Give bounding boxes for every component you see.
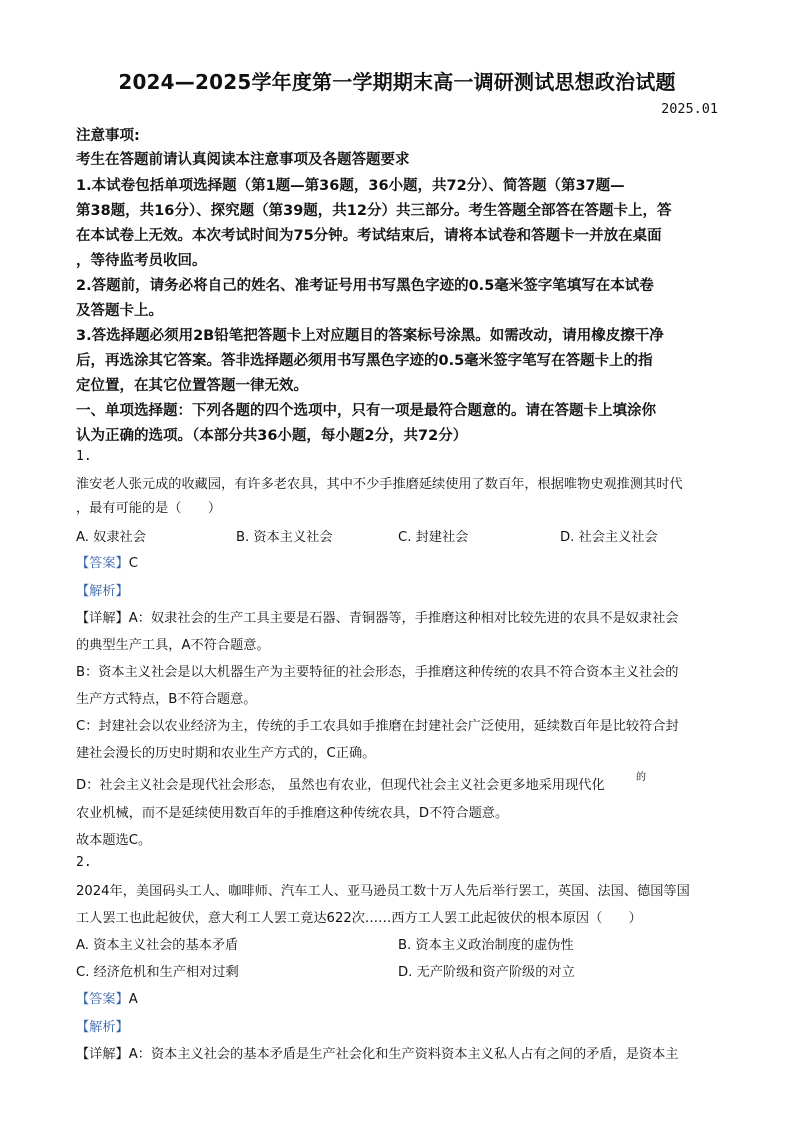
explanation-line: 农业机械，而不是延续使用数百年的手推磨这种传统农具，D不符合题意。	[76, 806, 509, 821]
explanation-line: B：资本主义社会是以大机器生产为主要特征的社会形态，手推磨这种传统的农具不符合资本主义社会的	[76, 665, 679, 680]
analysis-tag: 【解析】	[76, 584, 129, 599]
option-c: C. 经济危机和生产相对过剩	[76, 965, 239, 980]
question-stem-line: 2024年，美国码头工人、咖啡师、汽车工人、亚马逊员工数十万人先后举行罢工，英国、法国、德国等国	[76, 884, 690, 899]
page-title: 2024—2025学年度第一学期期末高一调研测试思想政治试题	[118, 70, 676, 94]
answer-line	[76, 552, 138, 571]
option-a: A. 奴隶社会	[76, 530, 146, 545]
detail-tag: 【详解】	[76, 1047, 129, 1062]
option-b: B. 资本主义社会	[236, 530, 333, 545]
explanation-text: A：奴隶社会的生产工具主要是石器、青铜器等，手推磨这种相对比较先进的农具不是奴隶社会	[128, 611, 679, 626]
question-stem-line: 淮安老人张元成的收藏园，有许多老农具，其中不少手推磨延续使用了数百年，根据唯物史观推测其时代	[76, 477, 683, 492]
explanation-line: 生产方式特点，B不符合题意。	[76, 692, 257, 707]
answer-value: A	[128, 992, 138, 1007]
notice-heading: 注意事项:	[76, 128, 140, 144]
notice-line: 定位置，在其它位置答题一律无效。	[76, 378, 308, 394]
option-c: C. 封建社会	[398, 530, 469, 545]
answer-tag: 【答案】	[76, 556, 129, 571]
explanation-line: C：封建社会以农业经济为主，传统的手工农具如手推磨在封建社会广泛使用，延续数百年是比较符合封	[76, 719, 679, 734]
notice-line: 1.本试卷包括单项选择题（第1题—第36题，36小题，共72分）、简答题（第37题—	[76, 178, 625, 194]
explanation-line: 故本题选C。	[76, 833, 152, 848]
option-b: B. 资本主义政治制度的虚伪性	[398, 938, 574, 953]
notice-line: 2.答题前，请务必将自己的姓名、准考证号用书写黑色字迹的0.5毫米签字笔填写在本试卷	[76, 278, 654, 294]
notice-line: 第38题，共16分）、探究题（第39题，共12分）共三部分。考生答题全部答在答题卡上，答	[76, 203, 672, 219]
question-stem-line: ，最有可能的是（ ）	[76, 501, 222, 516]
explanation-line	[76, 607, 678, 626]
detail-tag: 【详解】	[76, 611, 129, 626]
exam-date: 2025.01	[661, 101, 718, 117]
notice-line: 在本试卷上无效。本次考试时间为75分钟。考试结束后，请将本试卷和答题卡一并放在桌面	[76, 228, 662, 244]
section-heading-line: 一、单项选择题：下列各题的四个选项中，只有一项是最符合题意的。请在答题卡上填涂你	[76, 403, 656, 419]
question-number: 2.	[76, 855, 92, 870]
answer-tag: 【答案】	[76, 992, 129, 1007]
analysis-tag: 【解析】	[76, 1020, 129, 1035]
explanation-line: 建社会漫长的历史时期和农业生产方式的，C正确。	[76, 746, 376, 761]
notice-line: ，等待监考员收回。	[76, 253, 207, 269]
section-heading-line: 认为正确的选项。（本部分共36小题，每小题2分，共72分）	[76, 428, 468, 444]
explanation-text: A：资本主义社会的基本矛盾是生产社会化和生产资料资本主义私人占有之间的矛盾，是资本主	[128, 1047, 679, 1062]
explanation-line: 的典型生产工具，A不符合题意。	[76, 638, 270, 653]
question-number: 1.	[76, 449, 92, 464]
notice-line: 后，再选涂其它答案。答非选择题必须用书写黑色字迹的0.5毫米签字笔写在答题卡上的指	[76, 353, 653, 369]
notice-intro: 考生在答题前请认真阅读本注意事项及各题答题要求	[76, 152, 410, 168]
notice-line: 及答题卡上。	[76, 303, 163, 319]
notice-line: 3.答选择题必须用2B铅笔把答题卡上对应题目的答案标号涂黑。如需改动，请用橡皮擦干净	[76, 328, 664, 344]
option-d: D. 无产阶级和资产阶级的对立	[398, 965, 575, 980]
explanation-line: D：社会主义社会是现代社会形态， 虽然也有农业，但现代社会主义社会更多地采用现代化	[76, 778, 605, 793]
question-stem-line: 工人罢工也此起彼伏，意大利工人罢工竟达622次……西方工人罢工此起彼伏的根本原因（ ）	[76, 911, 642, 926]
answer-value: C	[128, 556, 138, 571]
option-d: D. 社会主义社会	[560, 530, 658, 545]
answer-line	[76, 988, 138, 1007]
option-a: A. 资本主义社会的基本矛盾	[76, 938, 239, 953]
stray-char: 的	[636, 772, 646, 783]
explanation-line	[76, 1043, 678, 1062]
